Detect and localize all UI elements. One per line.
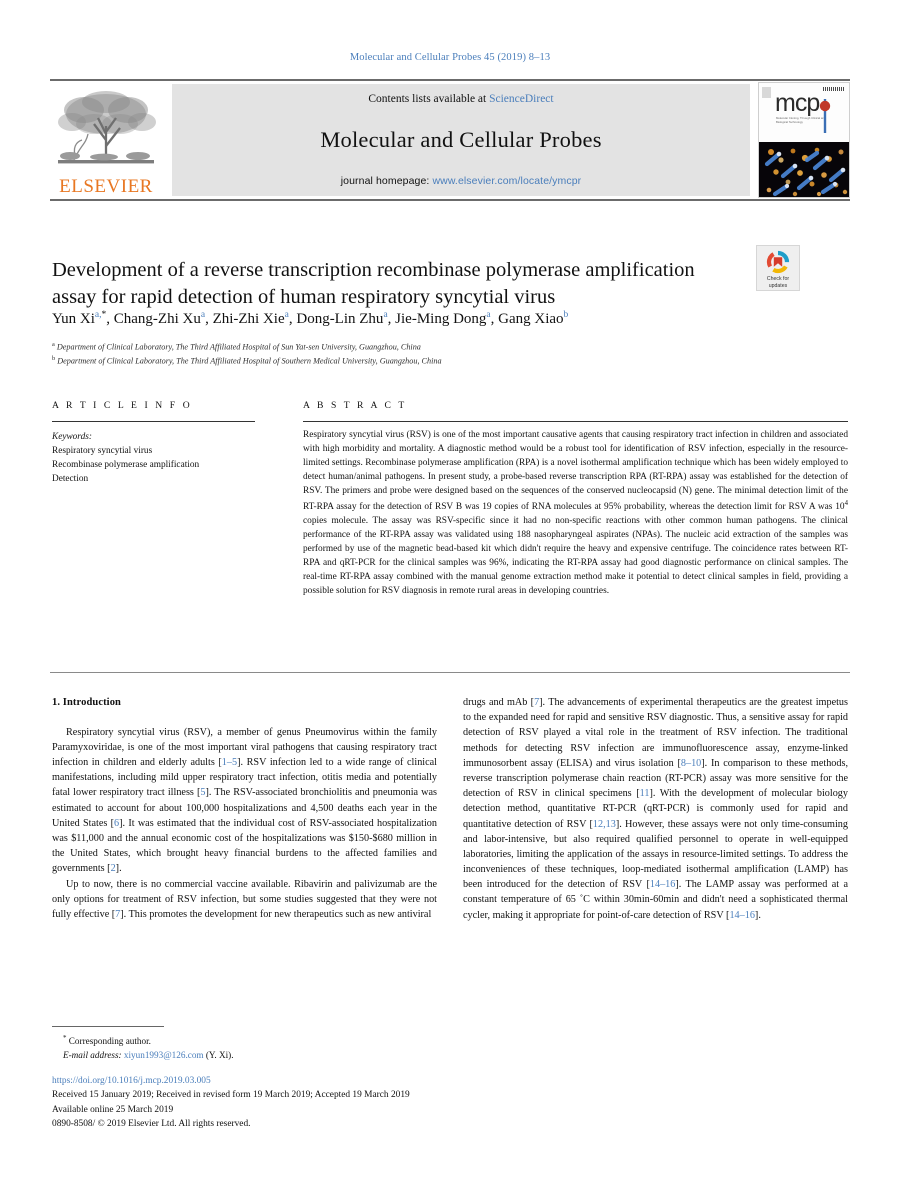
masthead-bottom-rule xyxy=(50,199,850,201)
footnote-block xyxy=(52,1033,452,1063)
keyword-item: Detection xyxy=(52,474,89,485)
abstract-heading: A B S T R A C T xyxy=(303,400,407,411)
email-note xyxy=(52,1049,452,1063)
asterisk-icon: * xyxy=(63,1034,67,1042)
masthead-band xyxy=(172,84,750,196)
journal-cover-thumbnail xyxy=(758,82,850,198)
section-heading-introduction: 1. Introduction xyxy=(52,697,121,708)
elsevier-wordmark: ELSEVIER xyxy=(59,176,153,197)
keyword-item: Recombinase polymerase amplification xyxy=(52,460,200,471)
journal-homepage-line xyxy=(341,175,581,187)
corresponding-author-text: Corresponding author. xyxy=(68,1036,151,1047)
body-column-right xyxy=(463,695,848,923)
affiliation-b-text: Department of Clinical Laboratory, The Third Affiliated Hospital of Southern Medical University, Guangzhou, China xyxy=(57,356,442,366)
doi-link[interactable]: https://doi.org/10.1016/j.mcp.2019.03.005 xyxy=(52,1076,211,1086)
cover-image-panel xyxy=(759,142,849,197)
sciencedirect-link[interactable]: ScienceDirect xyxy=(489,93,554,105)
journal-homepage-link[interactable]: www.elsevier.com/locate/ymcpr xyxy=(432,175,582,187)
article-info-rule xyxy=(52,421,255,422)
crossmark-badge[interactable] xyxy=(756,245,800,291)
body-column-left xyxy=(52,695,437,922)
abstract-section-rule xyxy=(50,672,850,673)
cover-top-panel xyxy=(759,83,849,142)
cover-logo-accent-icon xyxy=(759,83,850,143)
cover-molecule-image-icon xyxy=(759,142,849,197)
email-label: E-mail address: xyxy=(63,1050,122,1061)
contents-prefix: Contents lists available at xyxy=(368,93,490,105)
footnote-rule xyxy=(52,1026,164,1027)
running-head: Molecular and Cellular Probes 45 (2019) 8–13 xyxy=(349,52,551,63)
abstract-rule xyxy=(303,421,848,422)
crossmark-label: Check for updates xyxy=(766,276,790,289)
received-dates: Received 15 January 2019; Received in revised form 19 March 2019; Accepted 19 March 2019 xyxy=(52,1090,410,1101)
paragraph: Respiratory syncytial virus (RSV), a member of genus Pneumovirus within the family Paramyxoviridae, is one of the most important viral pathogens that causing respiratory tract infection in children and elderly adults [1–5]. RSV infection led to a wide range of clinical manifestations, including mild upper respiratory tract infection, otitis media and potentially fatal lower respiratory tract illness [5]. The RSV-associated bronchiolitis and pneumonia was estimated to account for about 100,000 hospitalizations and 4,500 deaths each year in the United States [6]. It was estimated that the individual cost of RSV-associated hospitalization was $11,000 and the annual economic cost of the hospitalizations was $150-$680 million in the United States, which brought heavy financial burdens to the affected families and governments [2]. xyxy=(52,726,437,875)
page-title: Development of a reverse transcription recombinase polymerase amplification assay for rapid detection of human respiratory syncytial virus xyxy=(52,258,695,309)
author-list: Yun $Xi^{a,*}$, Chang-Zhi Xu$^a$, Zhi-Zhi Xie$^a$, Dong-Lin Zhu$^a$, Jie-Ming Dong$^a$, Gang Xiao$^b$ xyxy=(52,310,569,327)
affiliation-a-text: Department of Clinical Laboratory, The Third Affiliated Hospital of Sun Yat-sen University, Guangzhou, China xyxy=(56,342,421,352)
keywords-label: Keywords: xyxy=(52,432,92,442)
publication-info xyxy=(52,1074,552,1131)
masthead-top-rule xyxy=(50,79,850,81)
contents-available-line xyxy=(368,93,553,105)
journal-title: Molecular and Cellular Probes xyxy=(320,127,602,152)
paragraph: Up to now, there is no commercial vaccine available. Ribavirin and palivizumab are the only options for treatment of RSV infection, but some studies suggested that they were not fully effective [7]. This promotes the development for new therapeutics such as new antiviral xyxy=(52,878,437,920)
affiliation-b: $^b$ Department of Clinical Laboratory, The Third Affiliated Hospital of Southern Medical University, Guangzhou, China xyxy=(52,355,442,366)
copyright-line: 0890-8508/ © 2019 Elsevier Ltd. All rights reserved. xyxy=(52,1118,251,1129)
elsevier-logo xyxy=(50,84,162,196)
keyword-item: Respiratory syncytial virus xyxy=(52,446,153,457)
paragraph: drugs and mAb [7]. The advancements of experimental therapeutics are the greatest impetus to the expanded need for rapid and sensitive RSV diagnostic. Thus, a sensitive assay for rapid detection of RSV played a vital role in the treatment of RSV infection. The traditional methods for detecting RSV infection are immunofluorescence assay, enzyme-linked immunosorbent assay (ELISA) and virus isolation [8–10]. In comparison to these methods, reverse transcription polymerase chain reaction (RT-PCR) assay was more sensitive for the detection of RSV in clinical specimens [11]. With the development of molecular biology detection method, quantitative RT-PCR (qRT-PCR) is commonly used for rapid and quantitative detection of RSV [12,13]. However, these assays were not only time-consuming and labor-intensive, but also required qualified personnel to operate in well-equipped laboratories, limiting the application of the assays in resource-limited settings. To address the inconveniences of these techniques, loop-mediated isothermal amplification (LAMP) has been introduced for the detection of RSV [14–16]. The LAMP assay was performed at a constant temperature of 65 ˚C within 30min-60min and didn't need a sophisticated thermal cycler, making it appropriate for point-of-care detection of RSV [14–16]. xyxy=(463,697,848,921)
email-link[interactable]: xiyun1993@126.com xyxy=(123,1050,204,1061)
keywords-block xyxy=(52,430,267,487)
available-online: Available online 25 March 2019 xyxy=(52,1104,174,1115)
cover-mcp-logo: mcp xyxy=(775,89,820,117)
affiliation-a: $^a$ Department of Clinical Laboratory, The Third Affiliated Hospital of Sun Yat-sen University, Guangzhou, China xyxy=(52,341,421,352)
corresponding-author-note xyxy=(52,1033,452,1049)
cover-subtitle: Molecular Cloning, Through Clinical and Biological Technology xyxy=(776,116,826,125)
article-info-heading: A R T I C L E I N F O xyxy=(52,400,193,411)
crossmark-ring-icon xyxy=(766,250,790,274)
journal-masthead xyxy=(50,84,850,196)
affiliations xyxy=(52,340,812,368)
email-suffix: (Y. Xi). xyxy=(205,1050,234,1061)
elsevier-tree-icon xyxy=(54,88,158,176)
homepage-label: journal homepage: xyxy=(340,175,433,187)
abstract-text: Respiratory syncytial virus (RSV) is one of the most important causative agents that causing respiratory tract infection in children and associated with high morbidity and mortality. A diagnostic method would be a robust tool for identification of RSV infection, especially in the resource-limited settings. Recombinase polymerase amplification (RPA) is a novel isothermal amplification technique which has been widely employed to detect human/animal pathogens. In present study, a probe-based reverse transcription RPA (RT-RPA) assay was established for the detection of RSV. The primers and probe were designed based on the sequences of the conserved nucleocapsid (N) gene. The minimal detection limit of the RT-RPA assay for the detection of RSV B was 19 copies of RNA molecules at 95% probability, whereas the detection limit for RSV A was $10^4$ copies molecule. The assay was RSV-specific since it had no non-specific reactions with other common human pathogens. The clinical performance of the RT-RPA assay was validated using 188 nasopharyngeal aspirates (NPAs). The nucleic acid extraction of the samples was performed by use of the magnetic bead-based kit which didn't require the heavy and expensive centrifuge. The coincidence rates between RT-RPA and qRT-PCR for the clinical samples was 96%, indicating the RT-RPA assay had good diagnostic performance on clinical samples. The real-time RT-RPA assay combined with the manual genome extraction method make it potential to detect clinical samples in field, providing a possible solution for RSV diagnosis in remote rural areas in developing countries. xyxy=(303,430,848,596)
